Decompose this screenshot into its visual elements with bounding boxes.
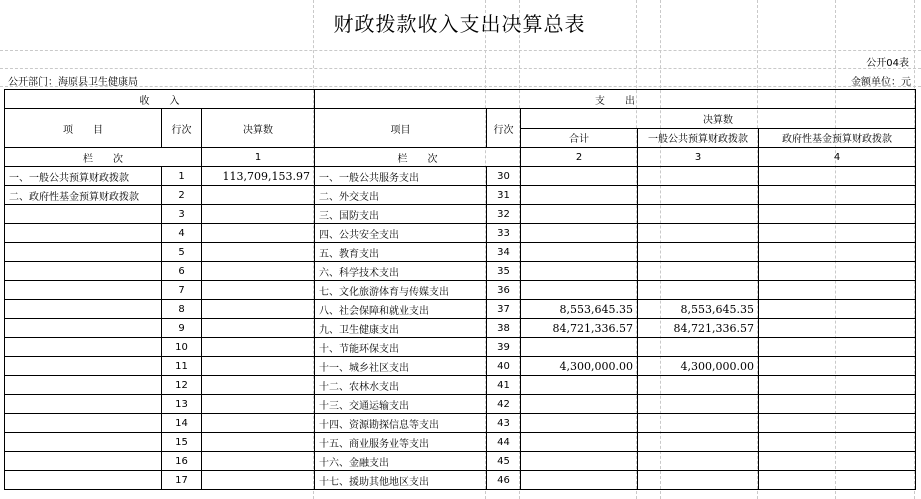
income-line-cell[interactable]: 16	[162, 452, 202, 471]
col-3: 3	[638, 148, 759, 167]
income-amount-cell[interactable]	[202, 433, 315, 452]
income-amount-cell[interactable]	[202, 224, 315, 243]
income-line-cell[interactable]: 17	[162, 471, 202, 490]
table-row	[5, 414, 916, 433]
income-item-cell[interactable]	[5, 395, 162, 414]
expense-line-cell[interactable]: 45	[487, 452, 521, 471]
table-row	[5, 376, 916, 395]
expense-item-cell[interactable]: 六、科学技术支出	[315, 262, 487, 281]
total-cell[interactable]	[521, 433, 638, 452]
income-item-cell[interactable]	[5, 414, 162, 433]
unit-label: 金额单位：元	[851, 77, 911, 88]
expense-line-cell[interactable]: 44	[487, 433, 521, 452]
total-cell[interactable]	[521, 414, 638, 433]
income-item-cell[interactable]	[5, 243, 162, 262]
table-row	[5, 338, 916, 357]
fund-cell[interactable]	[759, 167, 916, 186]
fund-cell[interactable]	[759, 281, 916, 300]
expense-item-cell[interactable]: 十三、交通运输支出	[315, 395, 487, 414]
expense-line-cell[interactable]: 42	[487, 395, 521, 414]
income-amount-cell[interactable]	[202, 243, 315, 262]
expense-line-cell[interactable]: 33	[487, 224, 521, 243]
general-cell[interactable]	[638, 433, 759, 452]
total-cell[interactable]: 4,300,000.00	[521, 357, 638, 376]
total-cell[interactable]	[521, 205, 638, 224]
final-amount-header: 决算数	[521, 109, 916, 129]
income-item-cell[interactable]	[5, 205, 162, 224]
column-number-row	[5, 148, 916, 167]
table-body	[5, 167, 916, 490]
table-row	[5, 186, 916, 205]
expense-item-cell[interactable]: 一、一般公共服务支出	[315, 167, 487, 186]
income-item-cell[interactable]	[5, 262, 162, 281]
income-amount-cell[interactable]	[202, 414, 315, 433]
total-cell[interactable]: 84,721,336.57	[521, 319, 638, 338]
income-amount-cell[interactable]	[202, 205, 315, 224]
income-line-cell[interactable]: 1	[162, 167, 202, 186]
table-row	[5, 262, 916, 281]
table-row	[5, 300, 916, 319]
income-line-cell[interactable]: 3	[162, 205, 202, 224]
total-cell[interactable]	[521, 167, 638, 186]
expense-line-cell[interactable]: 30	[487, 167, 521, 186]
income-line-header: 行次	[162, 109, 202, 148]
fund-cell[interactable]	[759, 224, 916, 243]
expense-line-cell[interactable]: 31	[487, 186, 521, 205]
expense-line-cell[interactable]: 41	[487, 376, 521, 395]
income-item-cell[interactable]	[5, 471, 162, 490]
total-cell[interactable]	[521, 395, 638, 414]
fund-cell[interactable]	[759, 471, 916, 490]
expense-item-cell[interactable]: 十六、金融支出	[315, 452, 487, 471]
income-amount-cell[interactable]	[202, 376, 315, 395]
income-amount-cell[interactable]	[202, 300, 315, 319]
income-line-cell[interactable]: 11	[162, 357, 202, 376]
income-amount-cell[interactable]	[202, 319, 315, 338]
fund-cell[interactable]	[759, 395, 916, 414]
income-line-cell[interactable]: 4	[162, 224, 202, 243]
income-line-cell[interactable]: 10	[162, 338, 202, 357]
col-1: 1	[202, 148, 315, 167]
income-amount-cell[interactable]	[202, 186, 315, 205]
table-row	[5, 471, 916, 490]
income-item-cell[interactable]	[5, 357, 162, 376]
column-label: 栏 次	[5, 148, 202, 167]
fund-header: 政府性基金预算财政拨款	[759, 128, 916, 148]
income-item-cell[interactable]: 二、政府性基金预算财政拨款	[5, 186, 162, 205]
income-header: 收 入	[5, 90, 315, 109]
col-4: 4	[759, 148, 916, 167]
income-amount-cell[interactable]	[202, 262, 315, 281]
income-amount-cell[interactable]	[202, 395, 315, 414]
expense-item-cell[interactable]: 二、外交支出	[315, 186, 487, 205]
expense-item-cell[interactable]: 十一、城乡社区支出	[315, 357, 487, 376]
income-line-cell[interactable]: 2	[162, 186, 202, 205]
total-cell[interactable]	[521, 376, 638, 395]
income-line-cell[interactable]: 7	[162, 281, 202, 300]
expense-item-header: 项目	[315, 109, 487, 148]
general-cell[interactable]	[638, 243, 759, 262]
income-amount-header: 决算数	[202, 109, 315, 148]
fund-cell[interactable]	[759, 262, 916, 281]
total-cell[interactable]: 8,553,645.35	[521, 300, 638, 319]
income-amount-cell[interactable]	[202, 452, 315, 471]
expense-line-cell[interactable]: 36	[487, 281, 521, 300]
fund-cell[interactable]	[759, 357, 916, 376]
income-line-cell[interactable]: 13	[162, 395, 202, 414]
income-line-cell[interactable]: 12	[162, 376, 202, 395]
expense-item-cell[interactable]: 九、卫生健康支出	[315, 319, 487, 338]
fund-cell[interactable]	[759, 376, 916, 395]
general-cell[interactable]	[638, 376, 759, 395]
expense-item-cell[interactable]: 十五、商业服务业等支出	[315, 433, 487, 452]
col-2: 2	[521, 148, 638, 167]
income-amount-cell[interactable]	[202, 281, 315, 300]
income-item-cell[interactable]	[5, 319, 162, 338]
income-amount-cell[interactable]	[202, 338, 315, 357]
income-item-cell[interactable]: 一、一般公共预算财政拨款	[5, 167, 162, 186]
income-item-cell[interactable]	[5, 376, 162, 395]
fund-cell[interactable]	[759, 205, 916, 224]
total-cell[interactable]	[521, 224, 638, 243]
income-item-cell[interactable]	[5, 281, 162, 300]
income-item-cell[interactable]	[5, 338, 162, 357]
income-line-cell[interactable]: 5	[162, 243, 202, 262]
fund-cell[interactable]	[759, 319, 916, 338]
expense-line-cell[interactable]: 37	[487, 300, 521, 319]
income-amount-cell[interactable]	[202, 471, 315, 490]
total-cell[interactable]	[521, 243, 638, 262]
income-line-cell[interactable]: 6	[162, 262, 202, 281]
form-number: 公开04表	[866, 58, 909, 69]
general-cell[interactable]	[638, 262, 759, 281]
total-cell[interactable]	[521, 471, 638, 490]
table-row	[5, 224, 916, 243]
expense-item-cell[interactable]: 八、社会保障和就业支出	[315, 300, 487, 319]
expense-item-cell[interactable]: 三、国防支出	[315, 205, 487, 224]
general-cell[interactable]	[638, 224, 759, 243]
fund-cell[interactable]	[759, 186, 916, 205]
expense-line-cell[interactable]: 43	[487, 414, 521, 433]
column-label-2: 栏 次	[315, 148, 521, 167]
income-amount-cell[interactable]	[202, 357, 315, 376]
table-row	[5, 243, 916, 262]
general-cell[interactable]	[638, 338, 759, 357]
total-header: 合计	[521, 128, 638, 148]
total-cell[interactable]	[521, 452, 638, 471]
income-item-header: 项 目	[5, 109, 162, 148]
fund-cell[interactable]	[759, 243, 916, 262]
department-label: 公开部门：海原县卫生健康局	[8, 77, 138, 88]
expense-line-cell[interactable]: 39	[487, 338, 521, 357]
general-cell[interactable]: 8,553,645.35	[638, 300, 759, 319]
income-item-cell[interactable]	[5, 433, 162, 452]
expense-item-cell[interactable]: 十四、资源勘探信息等支出	[315, 414, 487, 433]
fund-cell[interactable]	[759, 300, 916, 319]
table-row	[5, 281, 916, 300]
header-row-1	[5, 90, 916, 109]
table-row	[5, 167, 916, 186]
page-title: 财政拨款收入支出决算总表	[333, 12, 586, 36]
expense-line-cell[interactable]: 40	[487, 357, 521, 376]
total-cell[interactable]	[521, 262, 638, 281]
fund-cell[interactable]	[759, 433, 916, 452]
general-cell[interactable]	[638, 205, 759, 224]
general-cell[interactable]	[638, 452, 759, 471]
income-line-cell[interactable]: 14	[162, 414, 202, 433]
income-line-cell[interactable]: 8	[162, 300, 202, 319]
general-cell[interactable]	[638, 281, 759, 300]
general-cell[interactable]	[638, 167, 759, 186]
total-cell[interactable]	[521, 338, 638, 357]
expense-header: 支 出	[315, 90, 916, 109]
general-cell[interactable]	[638, 471, 759, 490]
expense-item-cell[interactable]: 十二、农林水支出	[315, 376, 487, 395]
table-row	[5, 205, 916, 224]
table-row	[5, 357, 916, 376]
expense-line-cell[interactable]: 35	[487, 262, 521, 281]
total-cell[interactable]	[521, 186, 638, 205]
general-header: 一般公共预算财政拨款	[638, 128, 759, 148]
expense-line-header: 行次	[487, 109, 521, 148]
table-row	[5, 452, 916, 471]
header-row-2	[5, 109, 916, 129]
budget-table	[4, 89, 916, 490]
income-item-cell[interactable]	[5, 452, 162, 471]
expense-item-cell[interactable]: 四、公共安全支出	[315, 224, 487, 243]
expense-item-cell[interactable]: 十七、援助其他地区支出	[315, 471, 487, 490]
expense-line-cell[interactable]: 32	[487, 205, 521, 224]
income-line-cell[interactable]: 9	[162, 319, 202, 338]
general-cell[interactable]: 4,300,000.00	[638, 357, 759, 376]
expense-item-cell[interactable]: 十、节能环保支出	[315, 338, 487, 357]
general-cell[interactable]	[638, 414, 759, 433]
expense-item-cell[interactable]: 七、文化旅游体育与传媒支出	[315, 281, 487, 300]
income-amount-cell[interactable]: 113,709,153.97	[202, 167, 315, 186]
general-cell[interactable]	[638, 186, 759, 205]
fund-cell[interactable]	[759, 338, 916, 357]
expense-line-cell[interactable]: 46	[487, 471, 521, 490]
table-row	[5, 319, 916, 338]
fund-cell[interactable]	[759, 452, 916, 471]
table-row	[5, 433, 916, 452]
total-cell[interactable]	[521, 281, 638, 300]
income-line-cell[interactable]: 15	[162, 433, 202, 452]
expense-item-cell[interactable]: 五、教育支出	[315, 243, 487, 262]
fund-cell[interactable]	[759, 414, 916, 433]
expense-line-cell[interactable]: 34	[487, 243, 521, 262]
general-cell[interactable]: 84,721,336.57	[638, 319, 759, 338]
income-item-cell[interactable]	[5, 300, 162, 319]
income-item-cell[interactable]	[5, 224, 162, 243]
general-cell[interactable]	[638, 395, 759, 414]
table-row	[5, 395, 916, 414]
expense-line-cell[interactable]: 38	[487, 319, 521, 338]
